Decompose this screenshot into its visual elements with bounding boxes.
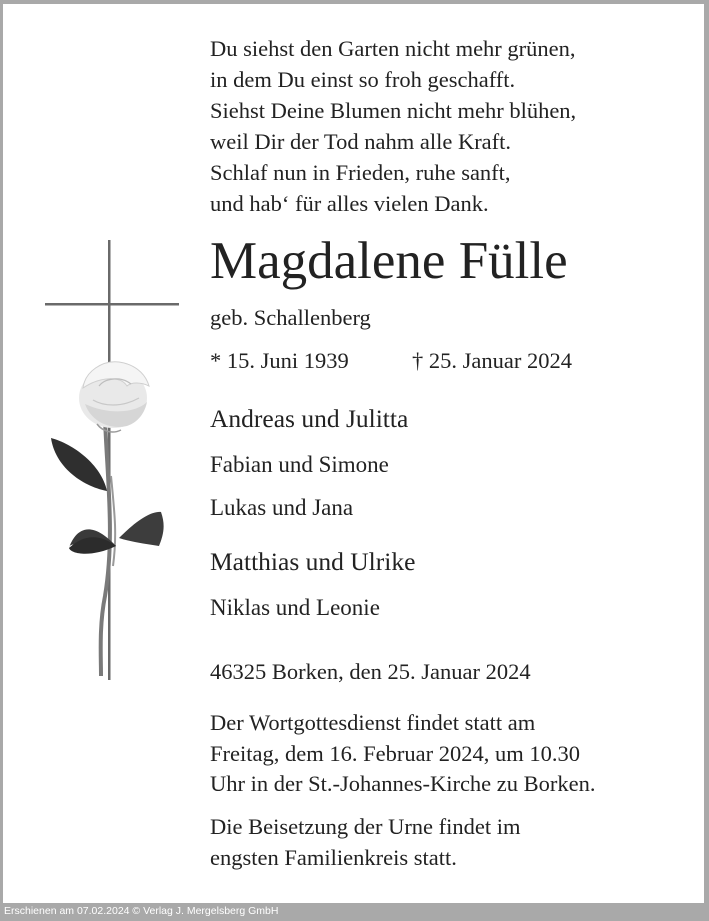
deceased-name: Magdalene Fülle — [210, 232, 568, 290]
rose-icon — [51, 362, 164, 676]
cross-with-rose-icon — [41, 236, 181, 686]
poem-line: weil Dir der Tod nahm alle Kraft. — [210, 129, 512, 154]
service-line: Freitag, dem 16. Februar 2024, um 10.30 — [210, 740, 580, 766]
burial-line: Die Beisetzung der Urne findet im — [210, 814, 521, 839]
mourner-children: Lukas und Jana — [210, 495, 354, 520]
mourner-children: Niklas und Leonie — [210, 595, 380, 620]
service-line: Uhr in der St.-Johannes-Kirche zu Borken. — [210, 771, 596, 796]
poem — [210, 33, 576, 219]
place-date: 46325 Borken, den 25. Januar 2024 — [210, 659, 531, 684]
mourner-family-1: Andreas und Julitta — [210, 404, 409, 433]
obituary-notice — [3, 4, 704, 903]
poem-line: und hab‘ für alles vielen Dank. — [210, 191, 489, 216]
service-line: Der Wortgottesdienst findet statt am — [210, 710, 536, 735]
birth-name: geb. Schallenberg — [210, 305, 371, 330]
birth-date: * 15. Juni 1939 — [210, 348, 349, 373]
mourner-family-2: Matthias und Ulrike — [210, 547, 416, 576]
poem-line: Du siehst den Garten nicht mehr grünen, — [210, 36, 576, 61]
poem-line: Siehst Deine Blumen nicht mehr blühen, — [210, 98, 577, 123]
mourner-children: Fabian und Simone — [210, 452, 389, 477]
publication-footer — [0, 903, 709, 921]
service-info — [210, 708, 596, 800]
life-dates — [210, 348, 572, 374]
burial-line: engsten Familienkreis statt. — [210, 845, 457, 870]
footer-text: Erschienen am 07.02.2024 © Verlag J. Mergelsberg GmbH — [4, 905, 279, 917]
poem-line: in dem Du einst so froh geschafft. — [210, 67, 516, 92]
poem-line: Schlaf nun in Frieden, ruhe sanft, — [210, 160, 511, 185]
burial-info — [210, 811, 521, 873]
death-date: † 25. Januar 2024 — [412, 348, 572, 373]
